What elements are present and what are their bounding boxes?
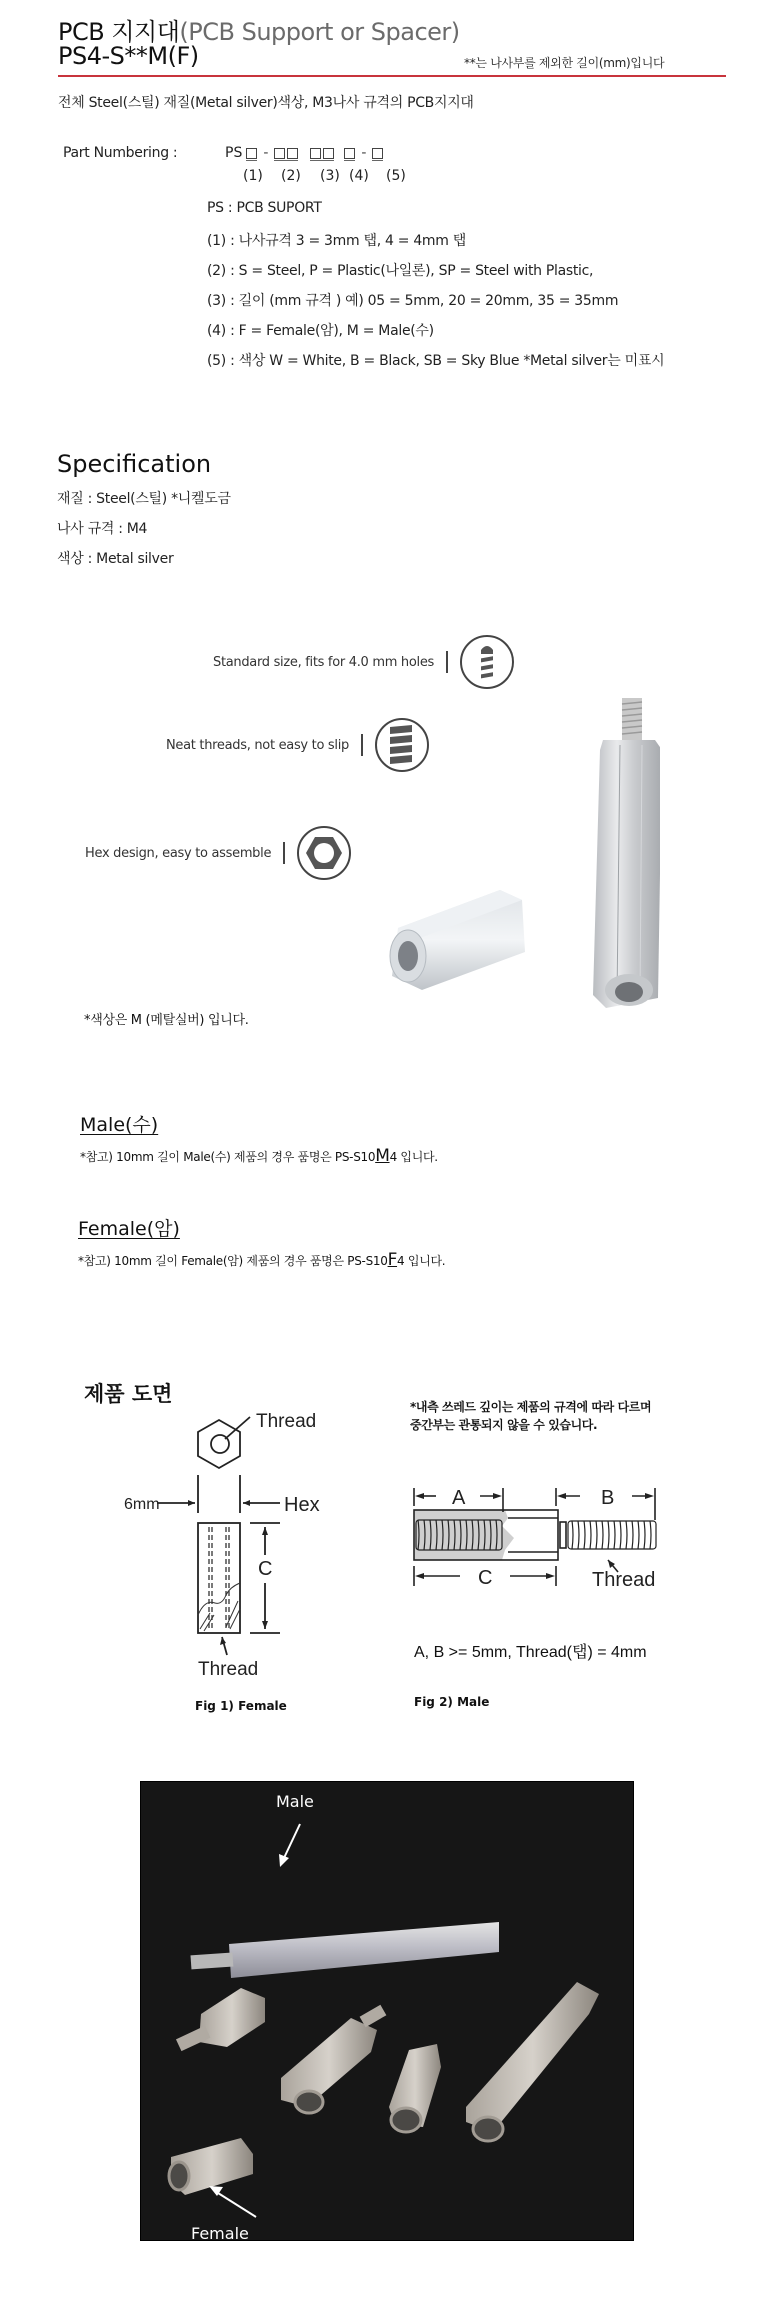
pn-definition: (1) : 나사규격 3 = 3mm 탭, 4 = 4mm 탭 [207,233,466,249]
female-note-text: *참고) 10mm 길이 Female(암) 제품의 경우 품명은 PS-S10 [78,1254,388,1268]
pn-definition: (3) : 길이 (mm 규격 ) 예) 05 = 5mm, 20 = 20mm, 35 = 35mm [207,293,619,309]
color-note: *색상은 M (메탈실버) 입니다. [84,1013,249,1028]
pn-prefix: PS [225,145,243,161]
fig2-male-drawing [410,1480,710,1630]
fig2-formula: A, B >= 5mm, Thread(탭) = 4mm [414,1644,647,1661]
fig2-caption: Fig 2) Male [414,1695,490,1709]
divider [361,734,363,756]
pn-slot-3 [310,148,334,161]
divider [283,842,285,864]
pn-slot-4 [344,148,355,161]
pn-index-3: (3) [320,168,340,184]
pn-separator: - [361,145,367,161]
spec-color: 색상 : Metal silver [57,551,174,567]
model-code: PS4-S**M(F) [58,42,199,70]
female-note [78,1250,445,1270]
screw-hole-icon [460,635,514,689]
fig2-b-label: B [601,1487,615,1509]
pn-index-1: (1) [243,168,263,184]
male-title: Male(수) [80,1114,159,1136]
male-note [80,1146,438,1166]
pn-slot-1 [246,148,257,161]
pn-index-5: (5) [386,168,406,184]
fig1-thread-top-label: Thread [256,1411,317,1432]
male-note-text: *참고) 10mm 길이 Male(수) 제품의 경우 품명은 PS-S10 [80,1150,376,1164]
male-photo-label: Male [276,1792,314,1811]
title-sub: (PCB Support or Spacer) [179,18,460,46]
pn-slot-2 [274,148,298,161]
feature-row [85,826,351,880]
pn-definition: (4) : F = Female(암), M = Male(수) [207,323,434,339]
female-note-suffix: 4 입니다. [397,1254,446,1268]
fig1-female-drawing [110,1405,370,1705]
feature-text: Standard size, fits for 4.0 mm holes [213,654,434,670]
title-main: PCB 지지대 [58,18,180,46]
drawing-note [410,1398,651,1434]
product-photo-dark [140,1781,634,2241]
fig1-caption: Fig 1) Female [195,1699,287,1713]
fig2-c-label: C [478,1567,493,1589]
pn-definition: PS : PCB SUPORT [207,200,322,216]
divider [446,651,448,673]
male-note-suffix: 4 입니다. [389,1150,438,1164]
product-photo-spacers [370,690,660,1020]
pn-separator: - [263,145,269,161]
intro-text: 전체 Steel(스틸) 재질(Metal silver)색상, M3나사 규격의 PCB지지대 [58,95,474,111]
header-divider [58,75,726,77]
fig1-hex-label: Hex [284,1494,320,1516]
pn-slot-5 [372,148,383,161]
hex-nut-icon [297,826,351,880]
model-note: **는 나사부를 제외한 길이(mm)입니다 [464,56,665,70]
feature-text: Hex design, easy to assemble [85,845,272,861]
drawing-title: 제품 도면 [84,1382,173,1406]
drawing-note-line: 중간부는 관통되지 않을 수 있습니다. [410,1418,598,1432]
fig1-width-label: 6mm [124,1496,160,1513]
part-numbering-label: Part Numbering : [63,145,178,161]
female-title: Female(암) [78,1218,180,1240]
female-code-highlight: F [387,1250,398,1270]
drawing-note-line: *내측 쓰레드 깊이는 제품의 규격에 따라 다르며 [410,1400,652,1414]
pn-definition: (5) : 색상 W = White, B = Black, SB = Sky Blue *Metal silver는 미표시 [207,353,665,369]
specification-title: Specification [57,450,212,478]
spec-thread: 나사 규격 : M4 [57,521,148,537]
pn-index-4: (4) [349,168,369,184]
feature-row [213,635,514,689]
pn-definition: (2) : S = Steel, P = Plastic(나일론), SP = Steel with Plastic, [207,263,594,279]
female-photo-label: Female [191,2224,249,2241]
fig2-a-label: A [452,1487,466,1509]
fig1-length-label: C [258,1558,273,1580]
male-code-highlight: M [375,1146,390,1166]
part-number-template [225,145,383,161]
fig2-thread-label: Thread [592,1569,656,1591]
fig1-thread-bottom-label: Thread [198,1659,259,1680]
pn-index-2: (2) [281,168,301,184]
spec-material: 재질 : Steel(스틸) *니켈도금 [57,491,231,507]
feature-text: Neat threads, not easy to slip [166,737,349,753]
